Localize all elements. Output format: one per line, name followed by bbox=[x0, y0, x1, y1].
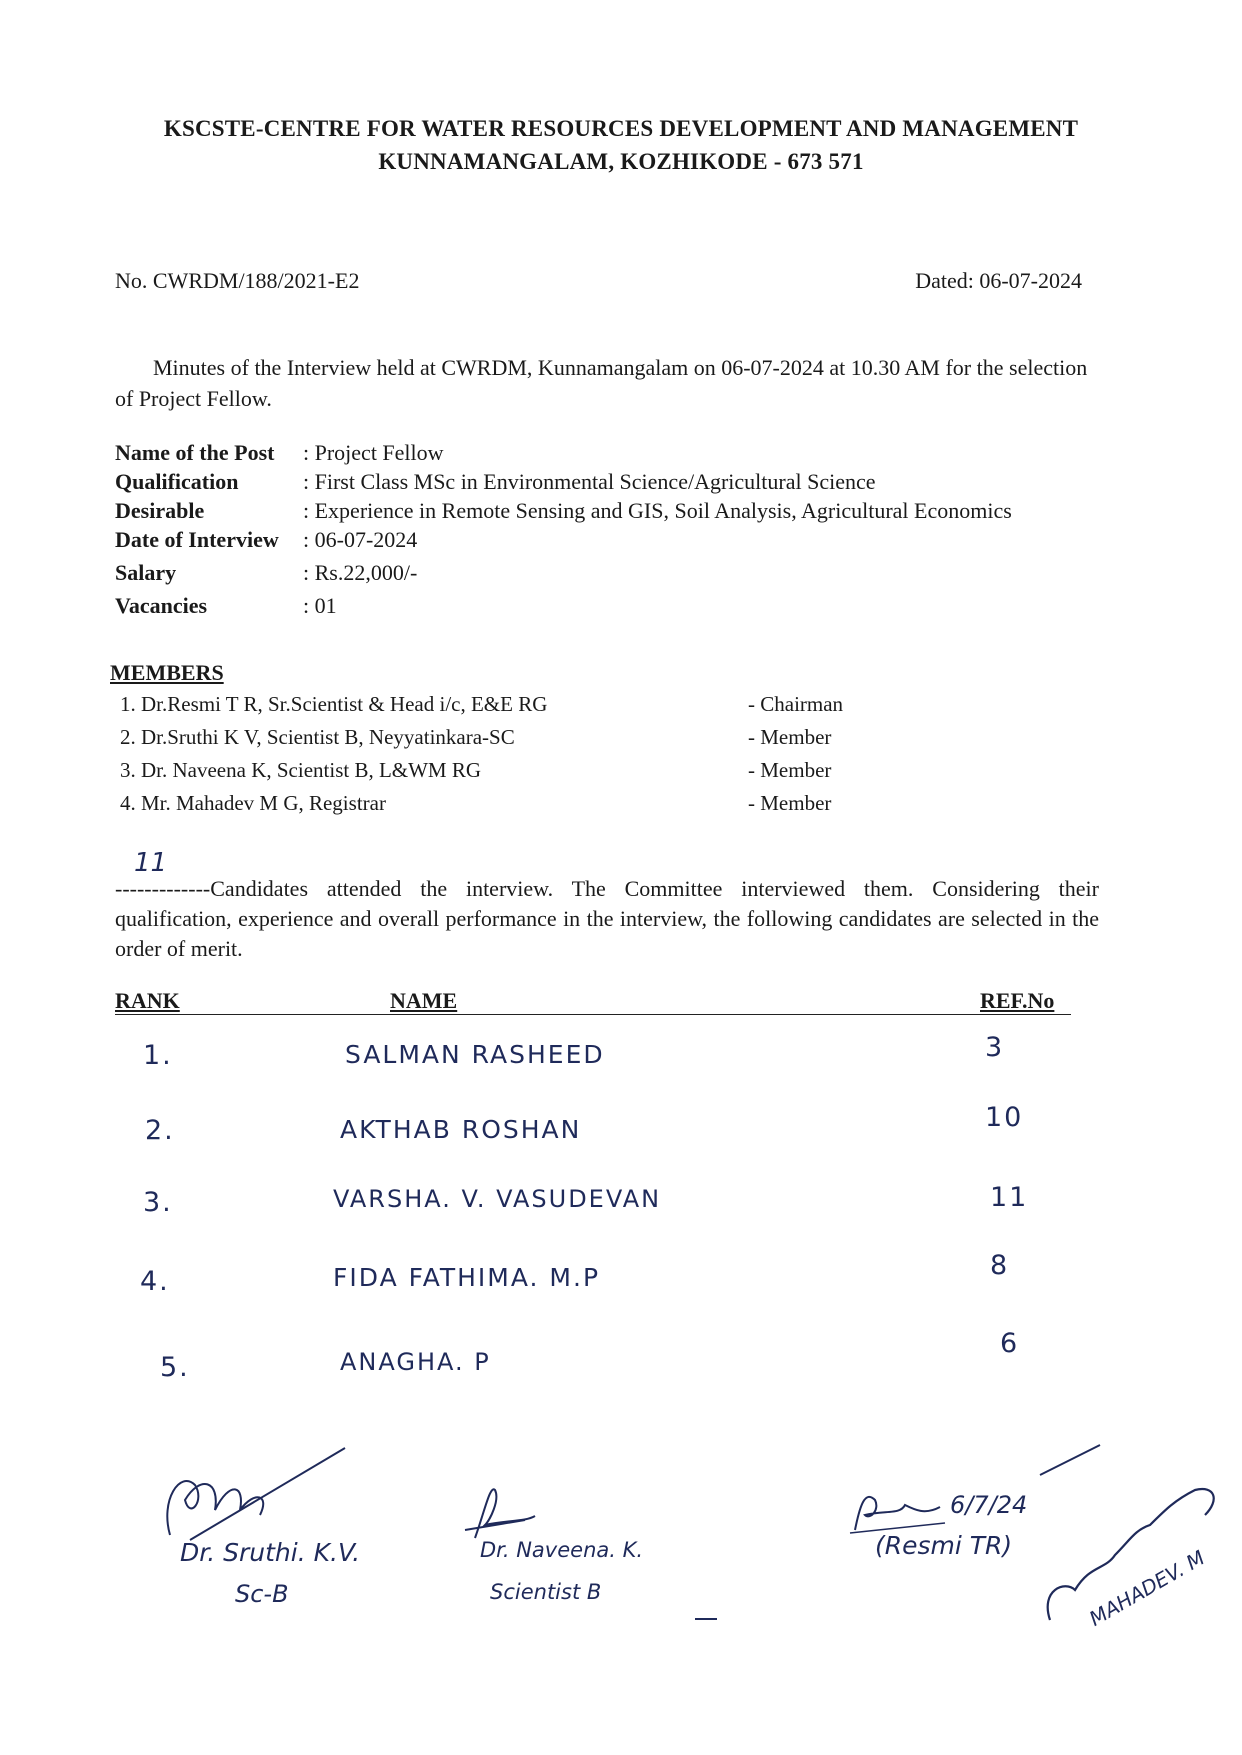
member-name: 1. Dr.Resmi T R, Sr.Scientist & Head i/c, E&E RG bbox=[120, 692, 548, 716]
signature-resmi bbox=[845, 1485, 1028, 1560]
document-date: Dated: 06-07-2024 bbox=[915, 268, 1082, 293]
detail-value: : First Class MSc in Environmental Science/Agricultural Science bbox=[303, 469, 876, 494]
reference-line bbox=[115, 268, 1082, 294]
name-header: NAME bbox=[390, 988, 458, 1013]
member-role: - Member bbox=[748, 791, 832, 815]
signature-mahadev bbox=[1035, 1470, 1225, 1660]
post-details bbox=[115, 440, 1012, 626]
member-row bbox=[120, 791, 920, 824]
selection-statement bbox=[115, 874, 1099, 964]
rank-cell: 1. bbox=[143, 1040, 173, 1071]
detail-row bbox=[115, 469, 1012, 498]
blank-line: ------------- bbox=[115, 876, 211, 901]
ref-cell: 10 bbox=[985, 1102, 1024, 1133]
detail-label: Qualification bbox=[115, 469, 239, 494]
detail-value: : Rs.22,000/- bbox=[303, 560, 418, 585]
detail-value: : Project Fellow bbox=[303, 440, 444, 465]
letterhead-address: KUNNAMANGALAM, KOZHIKODE - 673 571 bbox=[378, 149, 864, 174]
detail-value: : 06-07-2024 bbox=[303, 527, 418, 552]
ref-cell: 6 bbox=[1000, 1328, 1020, 1359]
signature-sruthi bbox=[160, 1440, 370, 1608]
signature-scribble bbox=[160, 1440, 370, 1550]
table-header-rule bbox=[115, 1014, 1071, 1015]
signature-date: 6/7/24 bbox=[950, 1491, 1028, 1519]
ref-cell: 8 bbox=[990, 1250, 1010, 1281]
detail-label: Vacancies bbox=[115, 593, 208, 618]
name-cell: AKTHAB ROSHAN bbox=[340, 1115, 582, 1144]
signature-name: Dr. Sruthi. K.V. bbox=[180, 1538, 361, 1567]
member-name: 2. Dr.Sruthi K V, Scientist B, Neyyatinkara-SC bbox=[120, 725, 515, 749]
members-heading: MEMBERS bbox=[110, 660, 224, 685]
signature-scribble bbox=[845, 1485, 965, 1535]
name-cell: ANAGHA. P bbox=[340, 1348, 491, 1376]
member-role: - Member bbox=[748, 758, 832, 782]
signature-name: Dr. Naveena. K. bbox=[480, 1538, 644, 1562]
signature-naveena bbox=[455, 1480, 644, 1604]
member-row bbox=[120, 692, 920, 725]
detail-row bbox=[115, 560, 1012, 593]
letterhead-org: KSCSTE-CENTRE FOR WATER RESOURCES DEVELOPMENT AND MANAGEMENT bbox=[163, 116, 1079, 141]
detail-value: : Experience in Remote Sensing and GIS, Soil Analysis, Agricultural Economics bbox=[303, 498, 1012, 523]
reference-number: No. CWRDM/188/2021-E2 bbox=[115, 268, 360, 293]
detail-row bbox=[115, 440, 1012, 469]
detail-row bbox=[115, 498, 1012, 527]
rank-header: RANK bbox=[115, 988, 180, 1013]
rank-cell: 2. bbox=[145, 1115, 175, 1146]
member-name: 4. Mr. Mahadev M G, Registrar bbox=[120, 791, 386, 815]
ref-cell: 11 bbox=[990, 1182, 1029, 1213]
signature-name: MAHADEV. M bbox=[1085, 1545, 1209, 1631]
letterhead bbox=[0, 112, 1242, 178]
detail-row bbox=[115, 593, 1012, 626]
detail-label: Desirable bbox=[115, 498, 205, 523]
signature-name: (Resmi TR) bbox=[875, 1531, 1013, 1560]
candidate-count-handwritten: 11 bbox=[134, 848, 168, 878]
detail-value: : 01 bbox=[303, 593, 337, 618]
detail-label: Date of Interview bbox=[115, 527, 279, 552]
name-cell: FIDA FATHIMA. M.P bbox=[333, 1263, 601, 1292]
name-cell: SALMAN RASHEED bbox=[345, 1040, 605, 1069]
member-role: - Member bbox=[748, 725, 832, 749]
member-role: - Chairman bbox=[748, 692, 844, 716]
name-cell: VARSHA. V. VASUDEVAN bbox=[333, 1185, 662, 1213]
detail-row bbox=[115, 527, 1012, 560]
dash-mark bbox=[695, 1618, 717, 1620]
member-row bbox=[120, 725, 920, 758]
detail-label: Salary bbox=[115, 560, 177, 585]
rank-cell: 3. bbox=[143, 1187, 173, 1218]
signature-designation: Scientist B bbox=[490, 1580, 602, 1604]
ref-cell: 3 bbox=[985, 1032, 1005, 1063]
ref-header: REF.No bbox=[980, 988, 1055, 1013]
rank-cell: 5. bbox=[160, 1352, 190, 1383]
members-list bbox=[120, 692, 920, 824]
rank-cell: 4. bbox=[140, 1266, 170, 1297]
intro-paragraph: Minutes of the Interview held at CWRDM, Kunnamangalam on 06-07-2024 at 10.30 AM for the selection of Project Fellow. bbox=[115, 355, 1088, 411]
signature-designation: Sc-B bbox=[235, 1580, 289, 1608]
member-row bbox=[120, 758, 920, 791]
detail-label: Name of the Post bbox=[115, 440, 275, 465]
member-name: 3. Dr. Naveena K, Scientist B, L&WM RG bbox=[120, 758, 482, 782]
signature-scribble bbox=[455, 1480, 545, 1540]
statement-text: Candidates attended the interview. The Committee interviewed them. Considering their qualification, experience and overall performance in the interview, the following candidates are selected in the order of merit. bbox=[115, 876, 1099, 961]
